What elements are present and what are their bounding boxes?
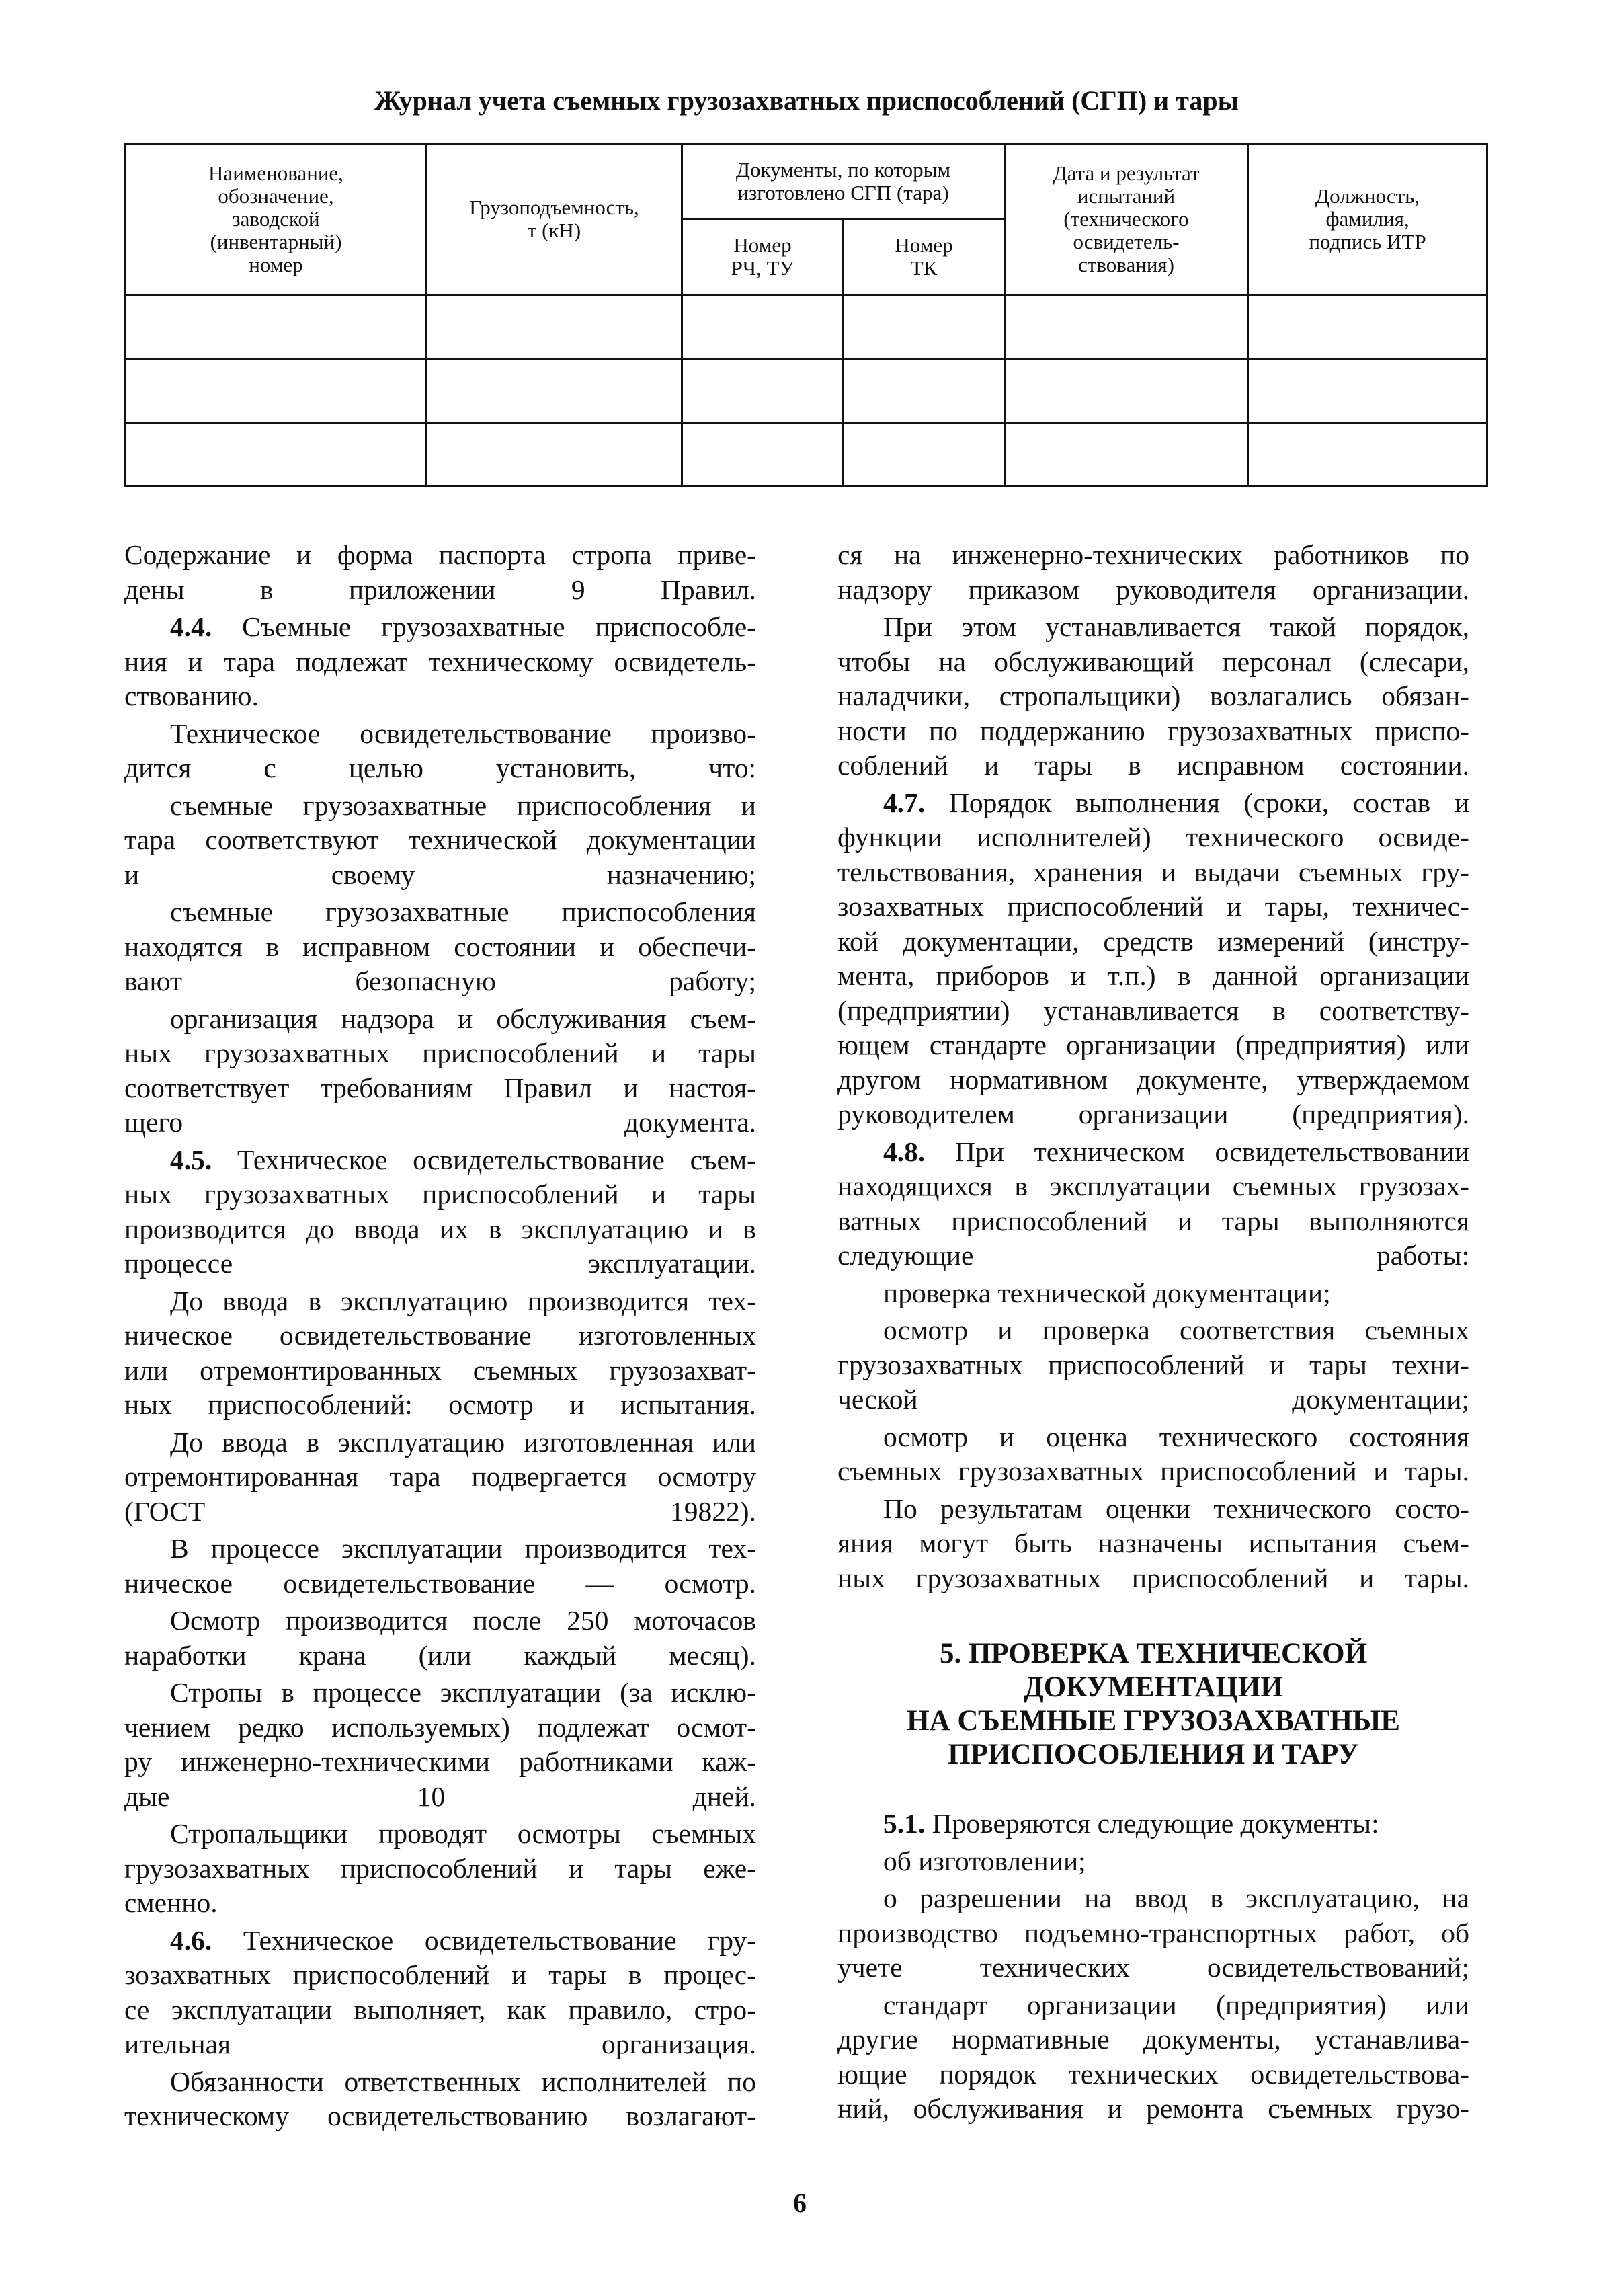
paragraph [124, 1817, 756, 1921]
text-line: надзору приказом руководителя организации. [837, 573, 1469, 605]
paragraph [124, 1143, 756, 1281]
text-line: ных приспособлений: осмотр и испытания. [124, 1389, 756, 1420]
paragraph [124, 1284, 756, 1423]
text-line: По результатам оценки технического состо- [883, 1493, 1469, 1524]
paragraph [124, 1924, 756, 2062]
header-tk [844, 219, 1005, 295]
clause-number: 4.6. [170, 1924, 212, 1956]
paragraph [124, 1675, 756, 1814]
text-line: ющие порядок технических освидетельствова- [837, 2058, 1469, 2090]
text-line: подпись ИТР [1309, 230, 1426, 253]
text-line: производится до ввода их в эксплуатацию и в [124, 1213, 756, 1244]
paragraph [837, 1135, 1469, 1273]
text-line: учете технических освидетельствований; [837, 1952, 1469, 1983]
text-line: ническое освидетельствование изготовленных [124, 1320, 756, 1351]
text-line: Техническое освидетельствование произво- [170, 717, 756, 749]
header-documents [682, 144, 1005, 219]
page-number: 6 [793, 2188, 807, 2218]
text-line: фамилия, [1325, 207, 1409, 231]
section-5-heading [837, 1637, 1469, 1772]
paragraph [837, 1844, 1469, 1879]
text-line: ся на инженерно-технических работников по [837, 539, 1469, 570]
text-line: Наименование, [208, 161, 343, 185]
clause-number: 4.4. [170, 611, 212, 642]
text-line: дится с целью установить, что: [124, 752, 756, 783]
text-line: об изготовлении; [883, 1845, 1086, 1876]
text-line: осмотр и проверка соответствия съемных [883, 1314, 1469, 1345]
paragraph [124, 789, 756, 893]
text-line: Порядок выполнения (сроки, состав и [925, 787, 1469, 818]
text-line: руководителем организации (предприятия). [837, 1099, 1469, 1130]
header-test-result [1005, 144, 1248, 295]
text-line: производство подъемно-транспортных работ, об [837, 1917, 1469, 1948]
text-line: мента, приборов и т.п.) в данной организации [837, 960, 1469, 991]
text-line: ПРИСПОСОБЛЕНИЯ И ТАРУ [948, 1739, 1359, 1770]
text-line: В процессе эксплуатации производится тех- [170, 1533, 756, 1564]
text-line: чением редко используемых) подлежат осмот- [124, 1711, 756, 1743]
text-line: освидетель- [1073, 230, 1180, 253]
text-line: Обязанности ответственных исполнителей по [170, 2065, 756, 2097]
header-capacity [427, 144, 682, 295]
clause-number: 4.7. [883, 787, 926, 818]
text-line: соблений и тары в исправном состоянии. [837, 750, 1469, 781]
table-row [126, 295, 1487, 359]
text-line: Номер [895, 233, 953, 257]
text-line: другом нормативном документе, утверждаемом [837, 1064, 1469, 1095]
text-line: заводской [232, 207, 320, 231]
clause-number: 4.8. [883, 1136, 926, 1167]
text-line: Стропы в процессе эксплуатации (за исклю- [170, 1677, 756, 1708]
text-line: Техническое освидетельствование съем- [212, 1144, 756, 1175]
text-line: (ГОСТ 19822). [124, 1495, 756, 1527]
text-line: проверка технической документации; [883, 1277, 1331, 1308]
text-line: ДОКУМЕНТАЦИИ [1024, 1671, 1283, 1703]
text-line: отремонтированная тара подвергается осмотру [124, 1461, 756, 1492]
paragraph [124, 895, 756, 999]
text-line: и своему назначению; [124, 859, 756, 890]
text-line: (предприятии) устанавливается в соответству- [837, 994, 1469, 1026]
left-column [124, 538, 756, 2134]
text-line: ТК [910, 256, 938, 280]
text-line: Номер [733, 233, 792, 257]
text-line: ных грузозахватных приспособлений и тары [124, 1037, 756, 1068]
text-line: Должность, [1315, 184, 1420, 208]
text-line: съемных грузозахватных приспособлений и тары. [837, 1456, 1469, 1487]
text-line: Содержание и форма паспорта стропа приве- [124, 539, 756, 570]
header-rch-tu [682, 219, 844, 295]
text-line: или отремонтированных съемных грузозахват- [124, 1354, 756, 1386]
paragraph [837, 1420, 1469, 1489]
text-line: Проверяются следующие документы: [925, 1808, 1379, 1839]
text-line: съемные грузозахватные приспособления [170, 896, 756, 927]
paragraph [124, 717, 756, 786]
text-line: стандарт организации (предприятия) или [883, 1989, 1469, 2020]
paragraph [837, 1313, 1469, 1417]
paragraph [124, 610, 756, 714]
paragraph [837, 1492, 1469, 1596]
text-line: обозначение, [218, 184, 334, 208]
clause-number: 5.1. [883, 1808, 926, 1839]
text-line: НА СЪЕМНЫЕ ГРУЗОЗАХВАТНЫЕ [907, 1705, 1400, 1737]
text-line: ний, обслуживания и ремонта съемных грузо- [837, 2093, 1469, 2124]
text-line: До ввода в эксплуатацию изготовленная или [170, 1426, 756, 1458]
paragraph [124, 2065, 756, 2134]
paragraph [124, 1604, 756, 1673]
text-line: находятся в исправном состоянии и обеспечи- [124, 931, 756, 962]
text-line: чтобы на обслуживающий персонал (слесари, [837, 645, 1469, 677]
text-line: (технического [1063, 207, 1189, 231]
text-line: При техническом освидетельствовании [925, 1136, 1469, 1167]
text-line: сменно. [124, 1887, 218, 1918]
text-line: РЧ, ТУ [731, 256, 794, 280]
text-line: Съемные грузозахватные приспособле- [212, 611, 756, 642]
text-line: (инвентарный) [210, 230, 342, 253]
text-line: Документы, по которым [735, 157, 951, 182]
text-line: техническому освидетельствованию возлагают- [124, 2100, 756, 2131]
text-line: вают безопасную работу; [124, 965, 756, 996]
text-line: Грузоподъемность, [469, 196, 639, 219]
text-line: тельствования, хранения и выдачи съемных гру- [837, 856, 1469, 887]
text-line: грузозахватных приспособлений и тары техни- [837, 1349, 1469, 1380]
header-name [126, 144, 427, 295]
text-line: наработки крана (или каждый месяц). [124, 1639, 756, 1671]
paragraph [837, 538, 1469, 607]
text-line: организация надзора и обслуживания съем- [170, 1002, 756, 1034]
text-line: соответствует требованиям Правил и настоя- [124, 1072, 756, 1103]
journal-table [124, 143, 1488, 487]
paragraph [837, 1807, 1469, 1842]
text-line: тара соответствуют технической документации [124, 824, 756, 855]
text-line: Техническое освидетельствование гру- [212, 1924, 756, 1956]
text-line: другие нормативные документы, устанавлива- [837, 2024, 1469, 2055]
paragraph [124, 538, 756, 607]
text-line: щего документа. [124, 1107, 756, 1138]
text-line: ных грузозахватных приспособлений и тары. [837, 1562, 1469, 1593]
text-line: осмотр и оценка технического состояния [883, 1421, 1469, 1452]
text-line: ющем стандарте организации (предприятия) или [837, 1029, 1469, 1060]
paragraph [837, 1881, 1469, 1985]
text-line: ствованию. [124, 680, 259, 711]
text-line: ных грузозахватных приспособлений и тары [124, 1179, 756, 1210]
text-line: Стропальщики проводят осмотры съемных [170, 1818, 756, 1849]
text-line: изготовлено СГП (тара) [737, 180, 949, 204]
text-line: При этом устанавливается такой порядок, [883, 611, 1469, 642]
paragraph [124, 1532, 756, 1601]
text-line: т (кН) [527, 219, 581, 242]
text-line: наладчики, стропальщики) возлагались обязан- [837, 680, 1469, 711]
text-line: ническое освидетельствование — осмотр. [124, 1567, 756, 1599]
text-line: ствования) [1078, 253, 1174, 276]
text-line: ру инженерно-техническими работниками каж- [124, 1746, 756, 1777]
paragraph [837, 1276, 1469, 1311]
text-line: Дата и результат [1053, 161, 1200, 185]
text-line: яния могут быть назначены испытания съем- [837, 1528, 1469, 1558]
text-line: ности по поддержанию грузозахватных приспо- [837, 715, 1469, 746]
text-line: зозахватных приспособлений и тары в процес- [124, 1959, 756, 1990]
header-position [1248, 144, 1487, 295]
paragraph [124, 1425, 756, 1530]
text-line: 5. ПРОВЕРКА ТЕХНИЧЕСКОЙ [939, 1638, 1368, 1669]
text-line: номер [249, 253, 303, 276]
paragraph [837, 786, 1469, 1132]
paragraph [837, 1988, 1469, 2127]
text-line: испытаний [1077, 184, 1176, 208]
paragraph [837, 610, 1469, 783]
text-line: дены в приложении 9 Правил. [124, 573, 756, 605]
table-row [126, 359, 1487, 423]
text-line: процессе эксплуатации. [124, 1248, 756, 1279]
text-line: дые 10 дней. [124, 1780, 756, 1812]
text-line: ватных приспособлений и тары выполняются [837, 1205, 1469, 1236]
table-row [126, 423, 1487, 487]
clause-number: 4.5. [170, 1144, 212, 1175]
text-line: ительная организация. [124, 2028, 756, 2059]
text-line: съемные грузозахватные приспособления и [170, 789, 756, 821]
paragraph [124, 1002, 756, 1140]
text-line: ния и тара подлежат техническому освидетель- [124, 645, 756, 677]
text-line: грузозахватных приспособлений и тары еже- [124, 1852, 756, 1884]
text-line: функции исполнителей) технического освиде- [837, 822, 1469, 853]
text-line: о разрешении на ввод в эксплуатацию, на [883, 1883, 1469, 1913]
journal-title: Журнал учета съемных грузозахватных приспособлений (СГП) и тары [374, 85, 1239, 116]
text-line: кой документации, средств измерений (инстру- [837, 925, 1469, 957]
text-line: следующие работы: [837, 1240, 1469, 1271]
right-column [837, 538, 1469, 2127]
text-line: Осмотр производится после 250 моточасов [170, 1605, 756, 1636]
text-line: се эксплуатации выполняет, как правило, стро- [124, 1993, 756, 2025]
text-line: находящихся в эксплуатации съемных грузозах- [837, 1171, 1469, 1201]
text-line: ческой документации; [837, 1384, 1469, 1415]
text-line: зозахватных приспособлений и тары, техничес- [837, 891, 1469, 922]
text-line: До ввода в эксплуатацию производится тех- [170, 1285, 756, 1316]
